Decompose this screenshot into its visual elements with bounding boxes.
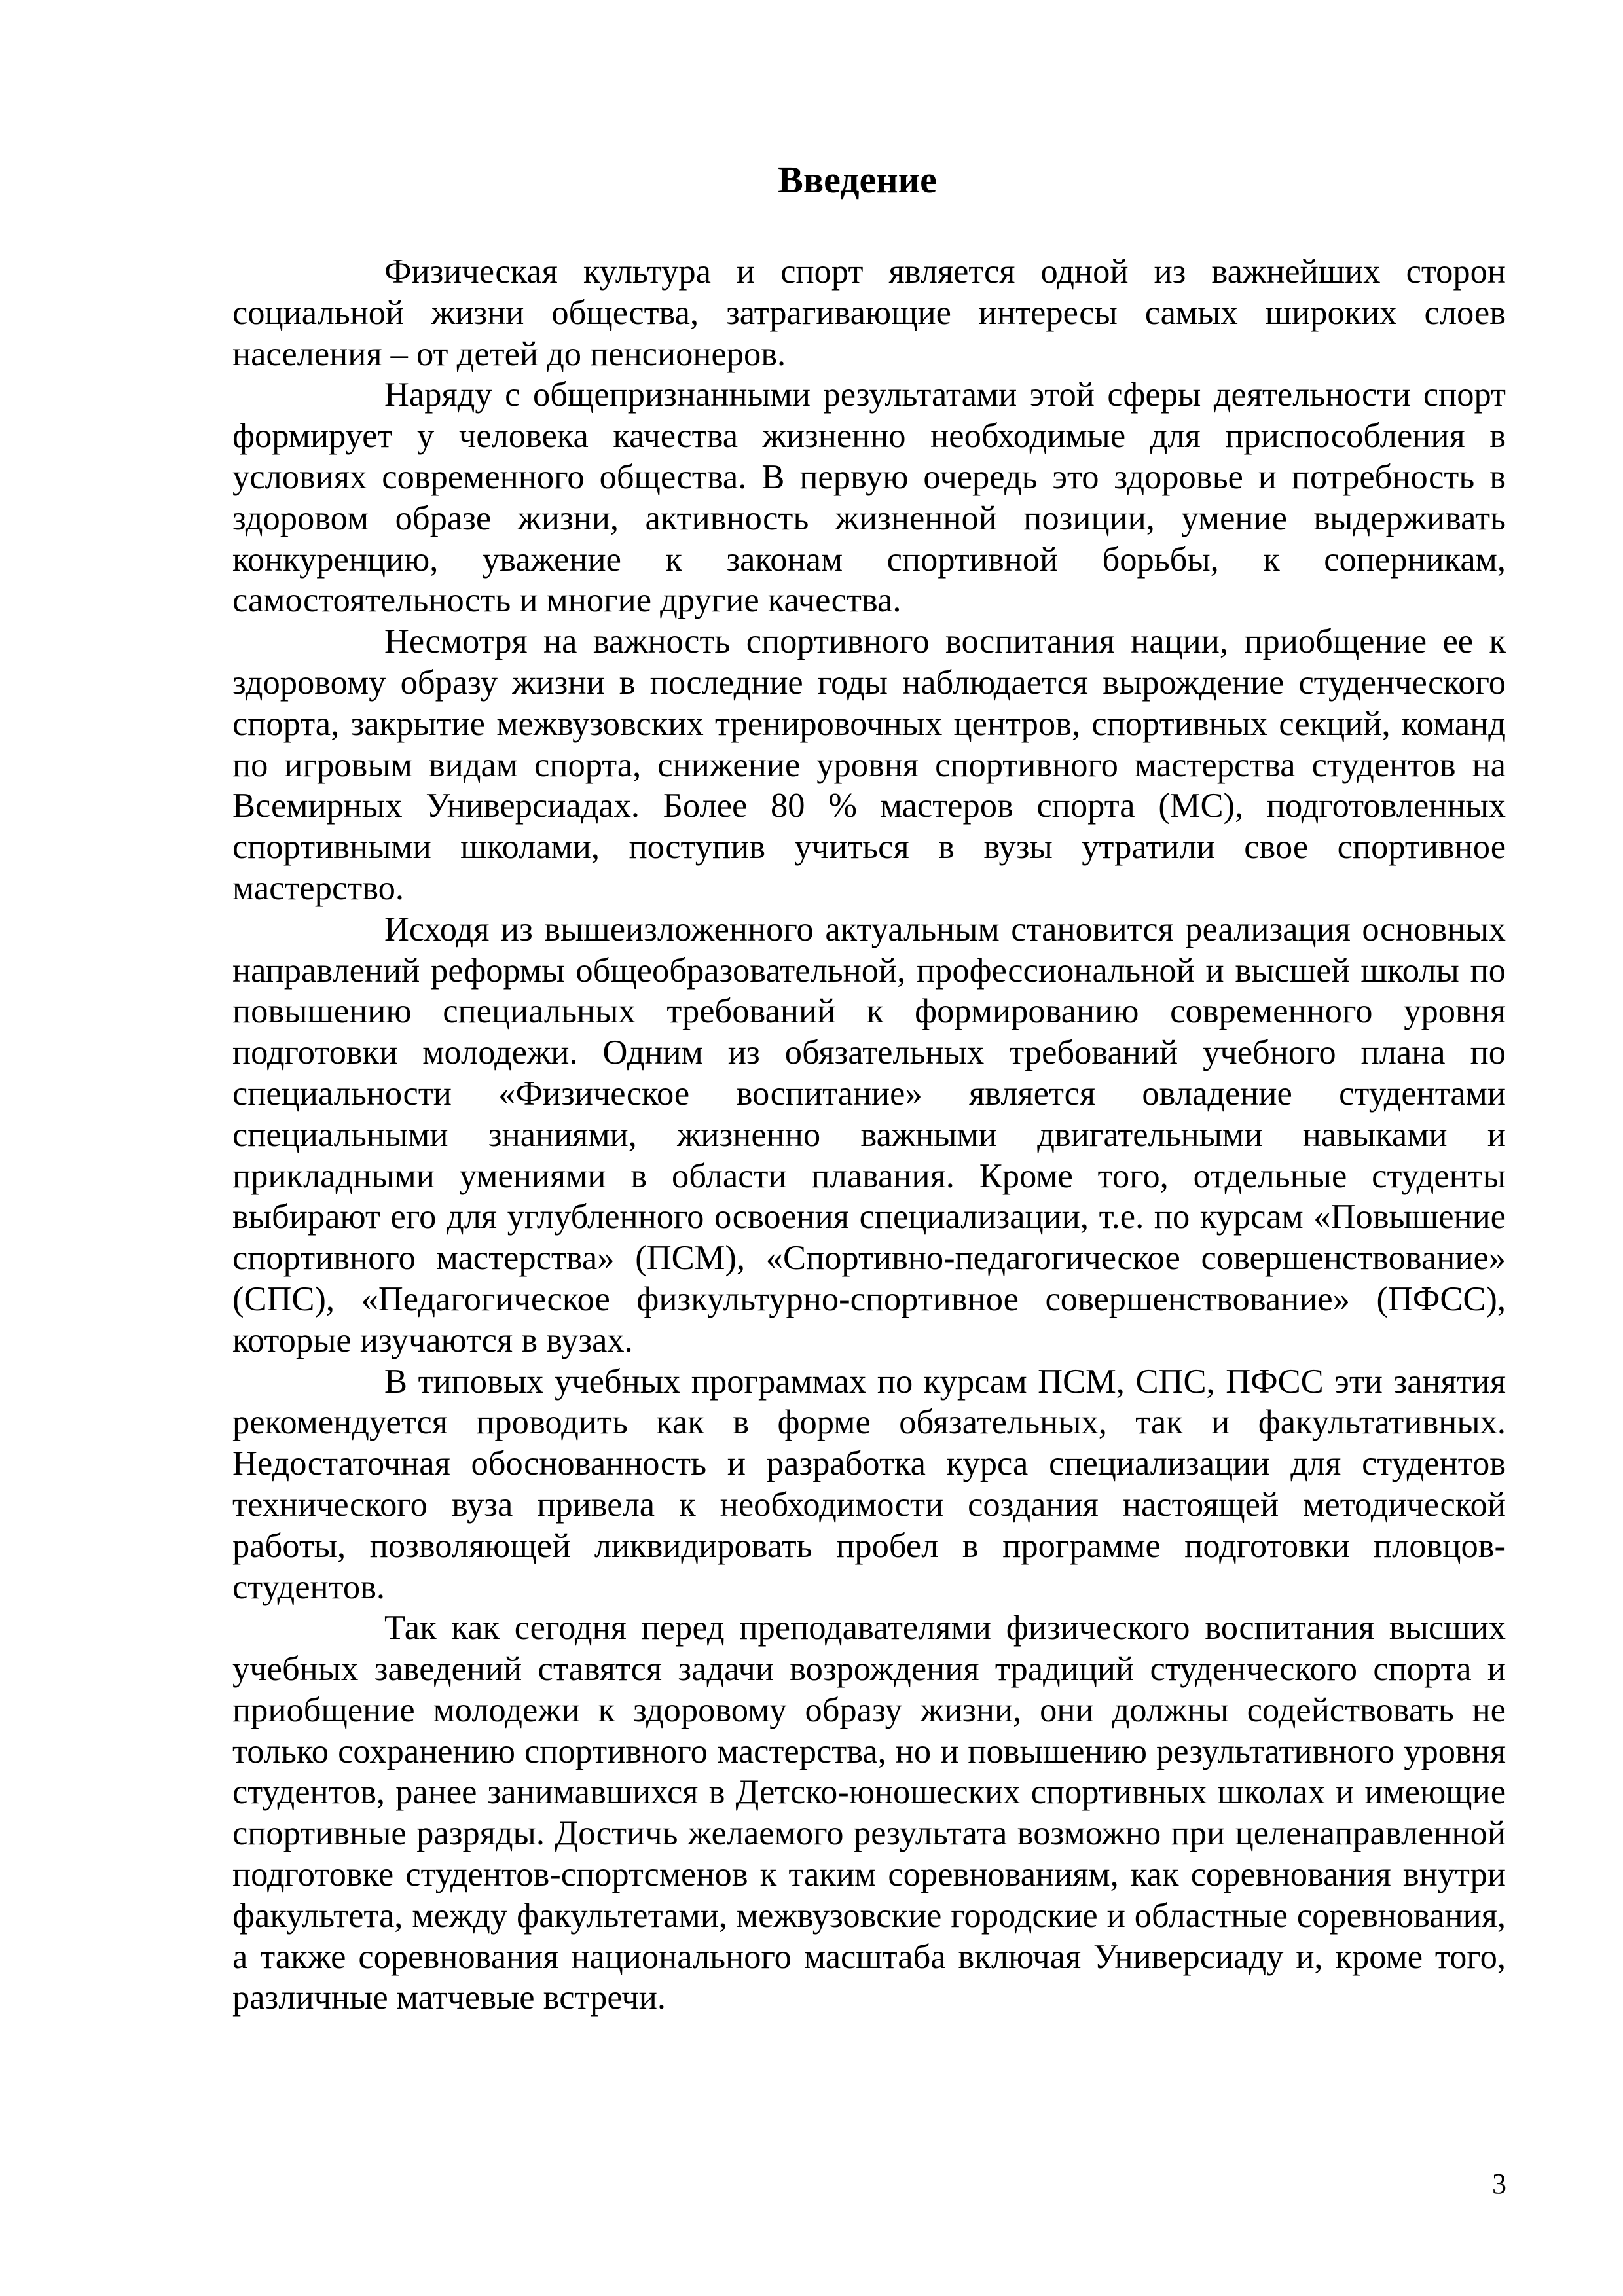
paragraph-6: Так как сегодня перед преподавателями физического воспитания высших учебных заведений ставятся задачи возрождения традиций студенческого спорта и приобщение молодежи к здоровому образу жизни, они должны содействовать не только сохранению спортивного мастерства, но и повышению результативного уровня студентов, ранее занимавшихся в Детско-юношеских спортивных школах и имеющие спортивные разряды. Достичь желаемого результата возможно при целенаправленной подготовке студентов-спортсменов к таким соревнованиям, как соревнования внутри факультета, между факультетами, межвузовские городские и областные соревнования, а также соревнования национального масштаба включая Универсиаду и, кроме того, различные матчевые встречи. (232, 1609, 1506, 2017)
paragraph-1: Физическая культура и спорт является одной из важнейших сторон социальной жизни общества, затрагивающие интересы самых широких слоев населения – от детей до пенсионеров. (232, 253, 1506, 373)
paragraph-3: Несмотря на важность спортивного воспитания нации, приобщение ее к здоровому образу жизни в последние годы наблюдается вырождение студенческого спорта, закрытие межвузовских тренировочных центров, спортивных секций, команд по игровым видам спорта, снижение уровня спортивного мастерства студентов на Всемирных Универсиадах. Более 80 % мастеров спорта (МС), подготовленных спортивными школами, поступив учиться в вузы утратили свое спортивное мастерство. (232, 622, 1506, 907)
paragraph-2: Наряду с общепризнанными результатами этой сферы деятельности спорт формирует у человека качества жизненно необходимые для приспособления в условиях современного общества. В первую очередь это здоровье и потребность в здоровом образе жизни, активность жизненной позиции, умение выдерживать конкуренцию, уважение к законам спортивной борьбы, к соперникам, самостоятельность и многие другие качества. (232, 376, 1506, 620)
paragraph-4: Исходя из вышеизложенного актуальным становится реализация основных направлений реформы общеобразовательной, профессиональной и высшей школы по повышению специальных требований к формированию современного уровня подготовки молодежи. Одним из обязательных требований учебного плана по специальности «Физическое воспитание» является овладение студентами специальными знаниями, жизненно важными двигательными навыками и прикладными умениями в области плавания. Кроме того, отдельные студенты выбирают его для углубленного освоения специализации, т.е. по курсам «Повышение спортивного мастерства» (ПСМ), «Спортивно-педагогическое совершенствование» (СПС), «Педагогическое физкультурно-спортивное совершенствование» (ПФСС), которые изучаются в вузах. (232, 910, 1506, 1359)
body-text (232, 251, 1506, 2018)
paragraph-5: В типовых учебных программах по курсам ПСМ, СПС, ПФСС эти занятия рекомендуется проводить как в форме обязательных, так и факультативных. Недостаточная обоснованность и разработка курса специализации для студентов технического вуза привела к необходимости создания настоящей методической работы, позволяющей ликвидировать пробел в программе подготовки пловцов-студентов. (232, 1362, 1506, 1606)
page-number: 3 (1492, 2168, 1506, 2200)
page-title: Введение (778, 158, 937, 201)
